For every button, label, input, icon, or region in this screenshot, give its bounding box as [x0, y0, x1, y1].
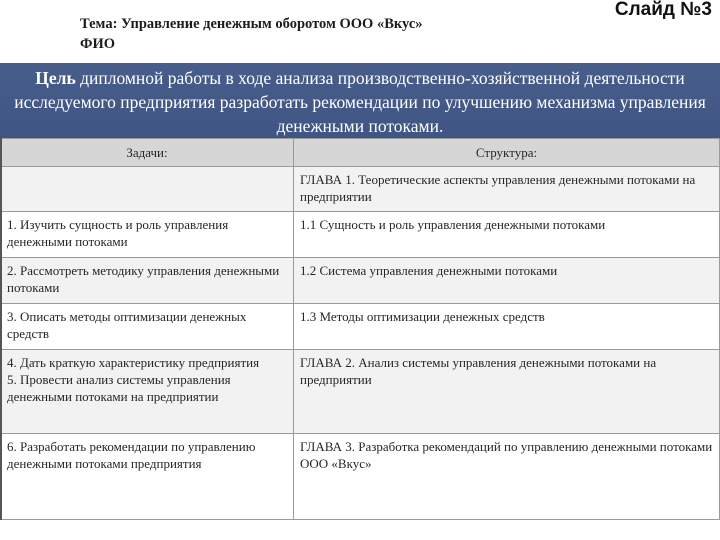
table-row [1, 258, 720, 304]
task-cell [1, 167, 294, 212]
header-structure: Структура: [294, 139, 720, 167]
table-left-edge [0, 138, 2, 520]
structure-cell: ГЛАВА 3. Разработка рекомендаций по управлению денежными потоками ООО «Вкус» [294, 434, 720, 520]
tasks-structure-table [0, 138, 720, 520]
slide-number: Слайд №3 [614, 0, 712, 20]
goal-banner [0, 63, 720, 138]
structure-cell: 1.2 Система управления денежными потоками [294, 258, 720, 304]
author-line: ФИО [80, 36, 116, 52]
table-row [1, 212, 720, 258]
task-cell: 4. Дать краткую характеристику предприятия 5. Провести анализ системы управления денежными потоками на предприятии [1, 350, 294, 434]
table-header-row [1, 139, 720, 167]
table-row [1, 304, 720, 350]
topic-line: Тема: Управление денежным оборотом ООО «Вкус» [80, 16, 423, 32]
structure-cell: ГЛАВА 2. Анализ системы управления денежными потоками на предприятии [294, 350, 720, 434]
task-cell: 6. Разработать рекомендации по управлению денежными потоками предприятия [1, 434, 294, 520]
task-cell: 3. Описать методы оптимизации денежных средств [1, 304, 294, 350]
structure-cell: ГЛАВА 1. Теоретические аспекты управления денежными потоками на предприятии [294, 167, 720, 212]
table-row [1, 167, 720, 212]
goal-lead-word: Цель [35, 68, 76, 88]
slide-header [80, 14, 423, 54]
table-row [1, 434, 720, 520]
task-cell: 1. Изучить сущность и роль управления денежными потоками [1, 212, 294, 258]
header-tasks: Задачи: [1, 139, 294, 167]
table-row [1, 350, 720, 434]
structure-cell: 1.1 Сущность и роль управления денежными потоками [294, 212, 720, 258]
structure-cell: 1.3 Методы оптимизации денежных средств [294, 304, 720, 350]
task-cell: 2. Рассмотреть методику управления денежными потоками [1, 258, 294, 304]
goal-text: дипломной работы в ходе анализа производственно-хозяйственной деятельности исследуемого предприятия разработать рекомендации по улучшению механизма управления денежными потоками. [14, 68, 706, 136]
